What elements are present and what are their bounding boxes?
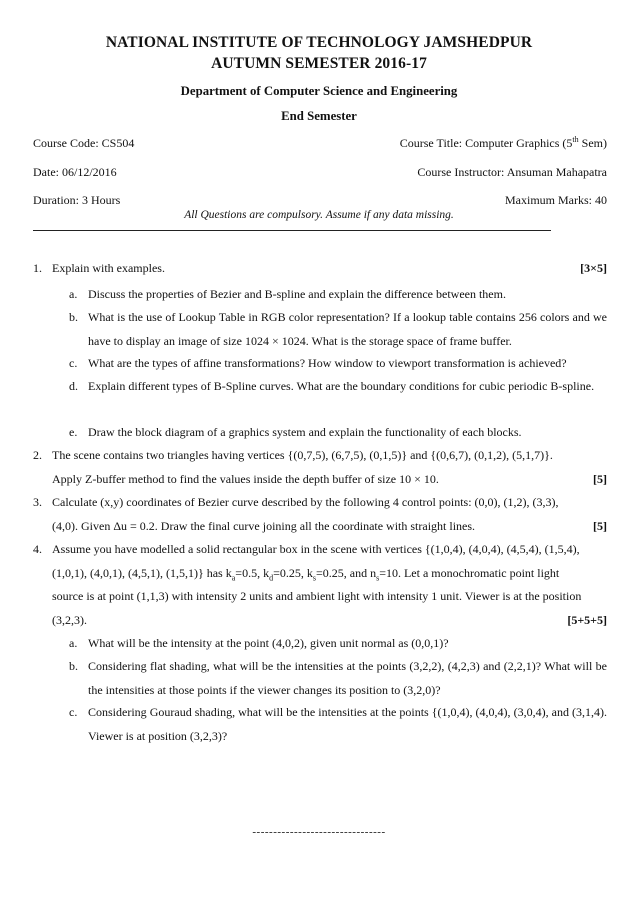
question-number: 1. — [33, 261, 42, 275]
question-4-line-3: source is at point (1,1,3) with intensity 2 units and ambient light with intensity 1 unit. Viewer is at the position — [52, 589, 582, 603]
question-3: 3. Calculate (x,y) coordinates of Bezier curve described by the following 4 control points: (0,0), (1,2), (3,3), (4,0). Given Δu = 0.2. Draw the final curve joining all the coordinate with straight lines. [5] — [33, 491, 607, 538]
question-4-line-1: Assume you have modelled a solid rectangular box in the scene with vertices {(1,0,4), (4,0,4), (4,5,4), (1,5,4), — [52, 542, 580, 556]
question-4-line-2: (1,0,1), (4,0,1), (4,5,1), (1,5,1)} has $k_a=0.5$, $k_d=0.25$, $k_s=0.25$, and $n_s=10$. Let a monochromatic point light — [52, 565, 560, 582]
question-marks: [3×5] — [580, 261, 607, 275]
question-1b: b. What is the use of Lookup Table in RGB color representation? If a lookup table contains 256 colors and we have to display an image of size 1024 × 1024. What is the storage space of frame buffer. — [69, 310, 607, 348]
question-4-marks: [5+5+5] — [567, 612, 607, 627]
instructions-note: All Questions are compulsory. Assume if any data missing. — [184, 209, 454, 221]
question-4: 4. Assume you have modelled a solid rectangular box in the scene with vertices {(1,0,4), (4,0,4), (4,5,4), (1,5,4), (1,0,1), (4,0,1), (4,5,1), (1,5,1)} has $k_a=0.5$, $k_d=0.25$, $k_s=0.25$, and $n_s=10$. Let a monochromatic point light source is at point (1,1,3) with intensity 2 units and ambient light with intensity 1 unit. Viewer is at the position (3,2,3). [5+5+5] — [33, 538, 607, 632]
question-1 — [33, 257, 607, 281]
department-title: Department of Computer Science and Engineering — [180, 84, 458, 98]
question-3-line-2: (4,0). Given Δu = 0.2. Draw the final curve joining all the coordinate with straight lines. — [52, 518, 476, 533]
divider-line — [33, 230, 551, 231]
question-1c: c. What are the types of affine transformations? How window to viewport transformation is achieved? — [69, 356, 567, 370]
exam-title: End Semester — [281, 109, 357, 123]
course-instructor: Course Instructor: Ansuman Mahapatra — [417, 165, 607, 179]
question-2: 2. The scene contains two triangles having vertices {(0,7,5), (6,7,5), (0,1,5)} and {(0,6,7), (0,1,2), (5,1,7)}. Apply Z-buffer method to find the values inside the depth buffer of size 10 × 10. [5] — [33, 444, 607, 491]
question-4b: b. Considering flat shading, what will be the intensities at the points (3,2,2), (4,2,3) and (2,2,1)? What will be the intensities at those points if the viewer changes its position to (3,2,0)? — [69, 659, 607, 697]
question-3-line-1: Calculate (x,y) coordinates of Bezier curve described by the following 4 control points: (0,0), (1,2), (3,3), — [52, 495, 559, 509]
info-row-3 — [33, 193, 607, 208]
question-text: Explain with examples. — [52, 261, 165, 275]
semester-title: AUTUMN SEMESTER 2016-17 — [211, 55, 427, 72]
maximum-marks: Maximum Marks: 40 — [505, 193, 607, 207]
exam-date: Date: 06/12/2016 — [33, 165, 117, 179]
question-1d: d. Explain different types of B-Spline curves. What are the boundary conditions for cubic periodic B-spline. — [69, 379, 595, 393]
question-1a: a. Discuss the properties of Bezier and B-spline and explain the difference between them. — [69, 287, 506, 301]
question-2-line-1: The scene contains two triangles having vertices {(0,7,5), (6,7,5), (0,1,5)} and {(0,6,7), (0,1,2), (5,1,7)}. — [52, 448, 553, 462]
institute-name: NATIONAL INSTITUTE OF TECHNOLOGY JAMSHEDPUR — [105, 34, 533, 51]
question-2-marks: [5] — [593, 471, 607, 486]
question-4a: a. What will be the intensity at the point (4,0,2), given unit normal as (0,0,1)? — [69, 636, 449, 650]
info-row-2 — [33, 165, 607, 180]
duration: Duration: 3 Hours — [33, 193, 121, 207]
question-1e: e. Draw the block diagram of a graphics system and explain the functionality of each blocks. — [69, 425, 522, 439]
info-row-1 — [33, 136, 607, 151]
footer-dashes: -------------------------------- — [252, 826, 386, 838]
course-title: Course Title: Computer Graphics (5th Sem) — [399, 135, 607, 150]
course-code: Course Code: CS504 — [33, 136, 135, 150]
question-2-line-2: Apply Z-buffer method to find the values inside the depth buffer of size 10 × 10. — [52, 471, 439, 486]
question-4c: c. Considering Gouraud shading, what will be the intensities at the points {(1,0,4), (4,0,4), (3,0,4), and (3,1,4). Viewer is at position (3,2,3)? — [69, 705, 607, 743]
question-4-line-4: (3,2,3). — [52, 612, 87, 627]
question-3-marks: [5] — [593, 518, 607, 533]
